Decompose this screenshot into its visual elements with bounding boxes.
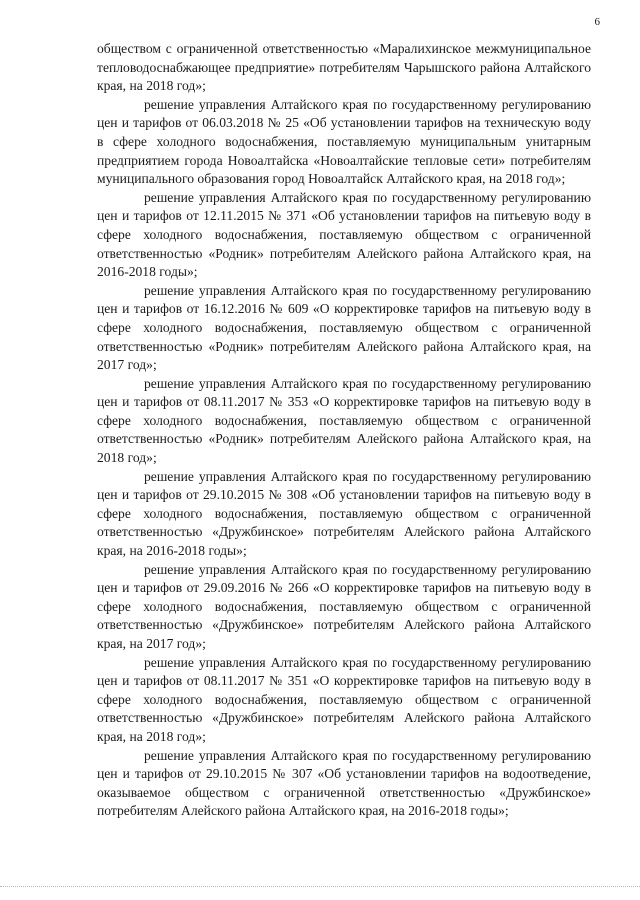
list-item: решение управления Алтайского края по государственному регулированию цен и тарифов от 12.11.2015 № 371 «Об установлении тарифов на питьевую воду в сфере холодного водоснабжения, поставляемую обществом с ограниченной ответственностью «Родник» потребителям Алейского района Алтайского края, на 2016-2018 годы»;: [97, 189, 591, 280]
list-item: решение управления Алтайского края по государственному регулированию цен и тарифов от 08.11.2017 № 353 «О корректировке тарифов на питьевую воду в сфере холодного водоснабжения, поставляемую обществом с ограниченной ответственностью «Родник» потребителям Алейского района Алтайского края, на 2018 год»;: [97, 375, 591, 466]
list-item: решение управления Алтайского края по государственному регулированию цен и тарифов от 16.12.2016 № 609 «О корректировке тарифов на питьевую воду в сфере холодного водоснабжения, поставляемую обществом с ограниченной ответственностью «Родник» потребителям Алейского района Алтайского края, на 2017 год»;: [97, 282, 591, 373]
list-item: решение управления Алтайского края по государственному регулированию цен и тарифов от 29.10.2015 № 308 «Об установлении тарифов на питьевую воду в сфере холодного водоснабжения, поставляемую обществом с ограниченной ответственностью «Дружбинское» потребителям Алейского района Алтайского края, на 2016-2018 годы»;: [97, 468, 591, 559]
list-item: решение управления Алтайского края по государственному регулированию цен и тарифов от 06.03.2018 № 25 «Об установлении тарифов на техническую воду в сфере холодного водоснабжения, поставляемую муниципальным унитарным предприятием города Новоалтайска «Новоалтайские тепловые сети» потребителям муниципального образования город Новоалтайск Алтайского края, на 2018 год»;: [97, 96, 591, 187]
list-item: решение управления Алтайского края по государственному регулированию цен и тарифов от 29.10.2015 № 307 «Об установлении тарифов на водоотведение, оказываемое обществом с ограниченной ответственностью «Дружбинское» потребителям Алейского района Алтайского края, на 2016-2018 годы»;: [97, 747, 591, 819]
page-bottom-divider: [0, 886, 640, 887]
list-item: решение управления Алтайского края по государственному регулированию цен и тарифов от 29.09.2016 № 266 «О корректировке тарифов на питьевую воду в сфере холодного водоснабжения, поставляемую обществом с ограниченной ответственностью «Дружбинское» потребителям Алейского района Алтайского края, на 2017 год»;: [97, 561, 591, 651]
list-item-continuation: обществом с ограниченной ответственностью «Маралихинское межмуниципальное тепловодоснабжающее предприятие» потребителям Чарышского района Алтайского края, на 2018 год»;: [97, 41, 591, 94]
document-body: [97, 40, 591, 821]
list-item: решение управления Алтайского края по государственному регулированию цен и тарифов от 08.11.2017 № 351 «О корректировке тарифов на питьевую воду в сфере холодного водоснабжения, поставляемую обществом с ограниченной ответственностью «Дружбинское» потребителям Алейского района Алтайского края, на 2018 год»;: [97, 654, 591, 744]
page-number: 6: [594, 16, 600, 28]
